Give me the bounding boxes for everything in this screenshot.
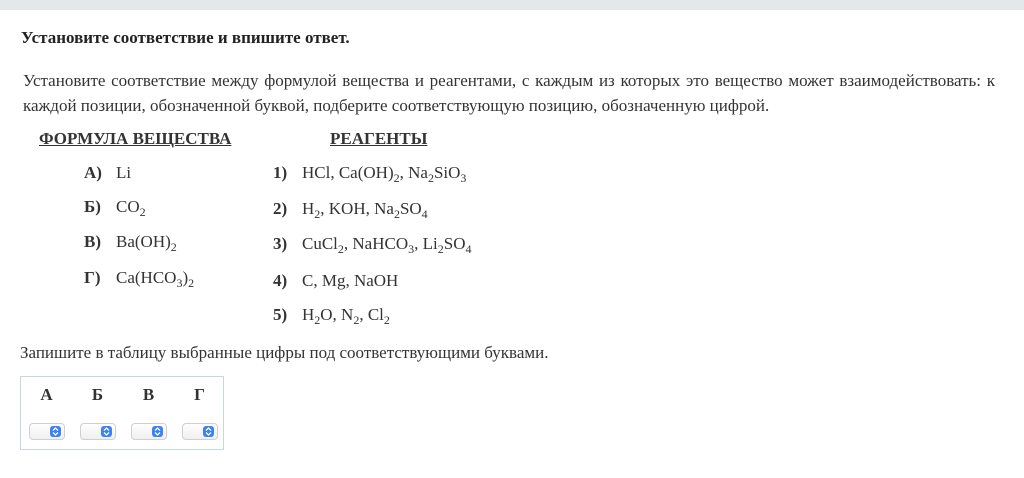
reagent-formula (302, 271, 398, 291)
task-text: Установите соответствие между формулой вещества и реагентами, с каждым из которых это вещество может взаимодействовать: к каждой позиции, обозначенной буквой, подберите соответствующую позицию, обозначенную цифрой. (23, 71, 995, 115)
substance-label: В) (84, 232, 101, 251)
formula-text: , Li (414, 234, 438, 253)
formula-subscript: 2 (437, 242, 444, 256)
updown-arrows-icon (203, 426, 214, 437)
formula-text: Li (116, 163, 132, 182)
formula-subscript: 2 (393, 207, 400, 221)
updown-arrows-icon (152, 426, 163, 437)
formula-text: ) (182, 268, 189, 287)
formula-subscript: 3 (408, 242, 415, 256)
formula-text: CO (116, 197, 140, 216)
substance-label: Г) (84, 268, 101, 287)
reagent-formula (302, 199, 428, 219)
reagent-label: 1) (273, 163, 288, 182)
formula-subscript: 3 (460, 171, 467, 185)
formula-subscript: 2 (353, 313, 360, 327)
reagent-label: 2) (273, 199, 288, 218)
substance-formula (116, 163, 131, 183)
formula-subscript: 2 (170, 240, 177, 254)
substance-formula (116, 268, 194, 288)
substance-item (84, 197, 146, 217)
formula-text: C, Mg, NaOH (302, 271, 399, 290)
substance-formula (116, 197, 146, 217)
substance-item (84, 268, 194, 288)
formula-subscript: 4 (465, 242, 472, 256)
reagent-column-header: РЕАГЕНТЫ (330, 129, 428, 148)
formula-text: , Cl (359, 305, 384, 324)
formula-text: , NaHCO (343, 234, 409, 253)
formula-subscript: 2 (139, 205, 146, 219)
answer-select-g[interactable] (182, 423, 218, 440)
formula-text: Ca(HCO (116, 268, 177, 287)
formula-text: SO (443, 234, 466, 253)
answer-header-b: Б (91, 385, 104, 404)
reagent-label: 4) (273, 271, 288, 290)
reagent-formula (302, 234, 471, 254)
formula-subscript: 2 (337, 242, 344, 256)
answer-select-a[interactable] (29, 423, 65, 440)
formula-text: HCl, Ca(OH) (302, 163, 394, 182)
answer-header-v: В (142, 385, 155, 404)
formula-text: , Na (399, 163, 428, 182)
substance-label: Б) (84, 197, 101, 216)
formula-subscript: 2 (188, 276, 195, 290)
reagent-label: 5) (273, 305, 288, 324)
formula-subscript: 2 (314, 313, 321, 327)
reagent-formula (302, 305, 390, 325)
reagent-label: 3) (273, 234, 288, 253)
formula-text: H (302, 199, 315, 218)
formula-subscript: 2 (393, 171, 400, 185)
updown-arrows-icon (50, 426, 61, 437)
answer-table (20, 376, 224, 450)
reagent-item (273, 163, 466, 183)
task-heading: Установите соответствие и впишите ответ. (21, 28, 350, 47)
substance-item (84, 232, 177, 252)
substance-label: А) (84, 163, 102, 182)
formula-subscript: 2 (383, 313, 390, 327)
formula-subscript: 3 (176, 276, 183, 290)
answer-instruction: Запишите в таблицу выбранные цифры под соответствующими буквами. (20, 343, 549, 362)
answer-header-g: Г (194, 385, 205, 404)
formula-text: Ba(OH) (116, 232, 171, 251)
formula-subscript: 2 (427, 171, 434, 185)
answer-select-b[interactable] (80, 423, 116, 440)
reagent-item (273, 305, 390, 325)
reagent-formula (302, 163, 466, 183)
answer-select-v[interactable] (131, 423, 167, 440)
reagent-item (273, 234, 471, 254)
reagent-item (273, 199, 428, 219)
substance-formula (116, 232, 177, 252)
formula-text: , KOH, Na (320, 199, 394, 218)
formula-subscript: 4 (421, 207, 428, 221)
substance-item (84, 163, 131, 183)
answer-header-a: А (40, 385, 53, 404)
formula-subscript: 2 (314, 207, 321, 221)
updown-arrows-icon (101, 426, 112, 437)
reagent-item (273, 271, 398, 291)
formula-text: O, N (320, 305, 354, 324)
formula-text: SO (399, 199, 422, 218)
formula-text: CuCl (302, 234, 338, 253)
formula-text: SiO (433, 163, 461, 182)
top-bar (0, 0, 1024, 10)
formula-text: H (302, 305, 315, 324)
substance-column-header: ФОРМУЛА ВЕЩЕСТВА (39, 129, 232, 148)
